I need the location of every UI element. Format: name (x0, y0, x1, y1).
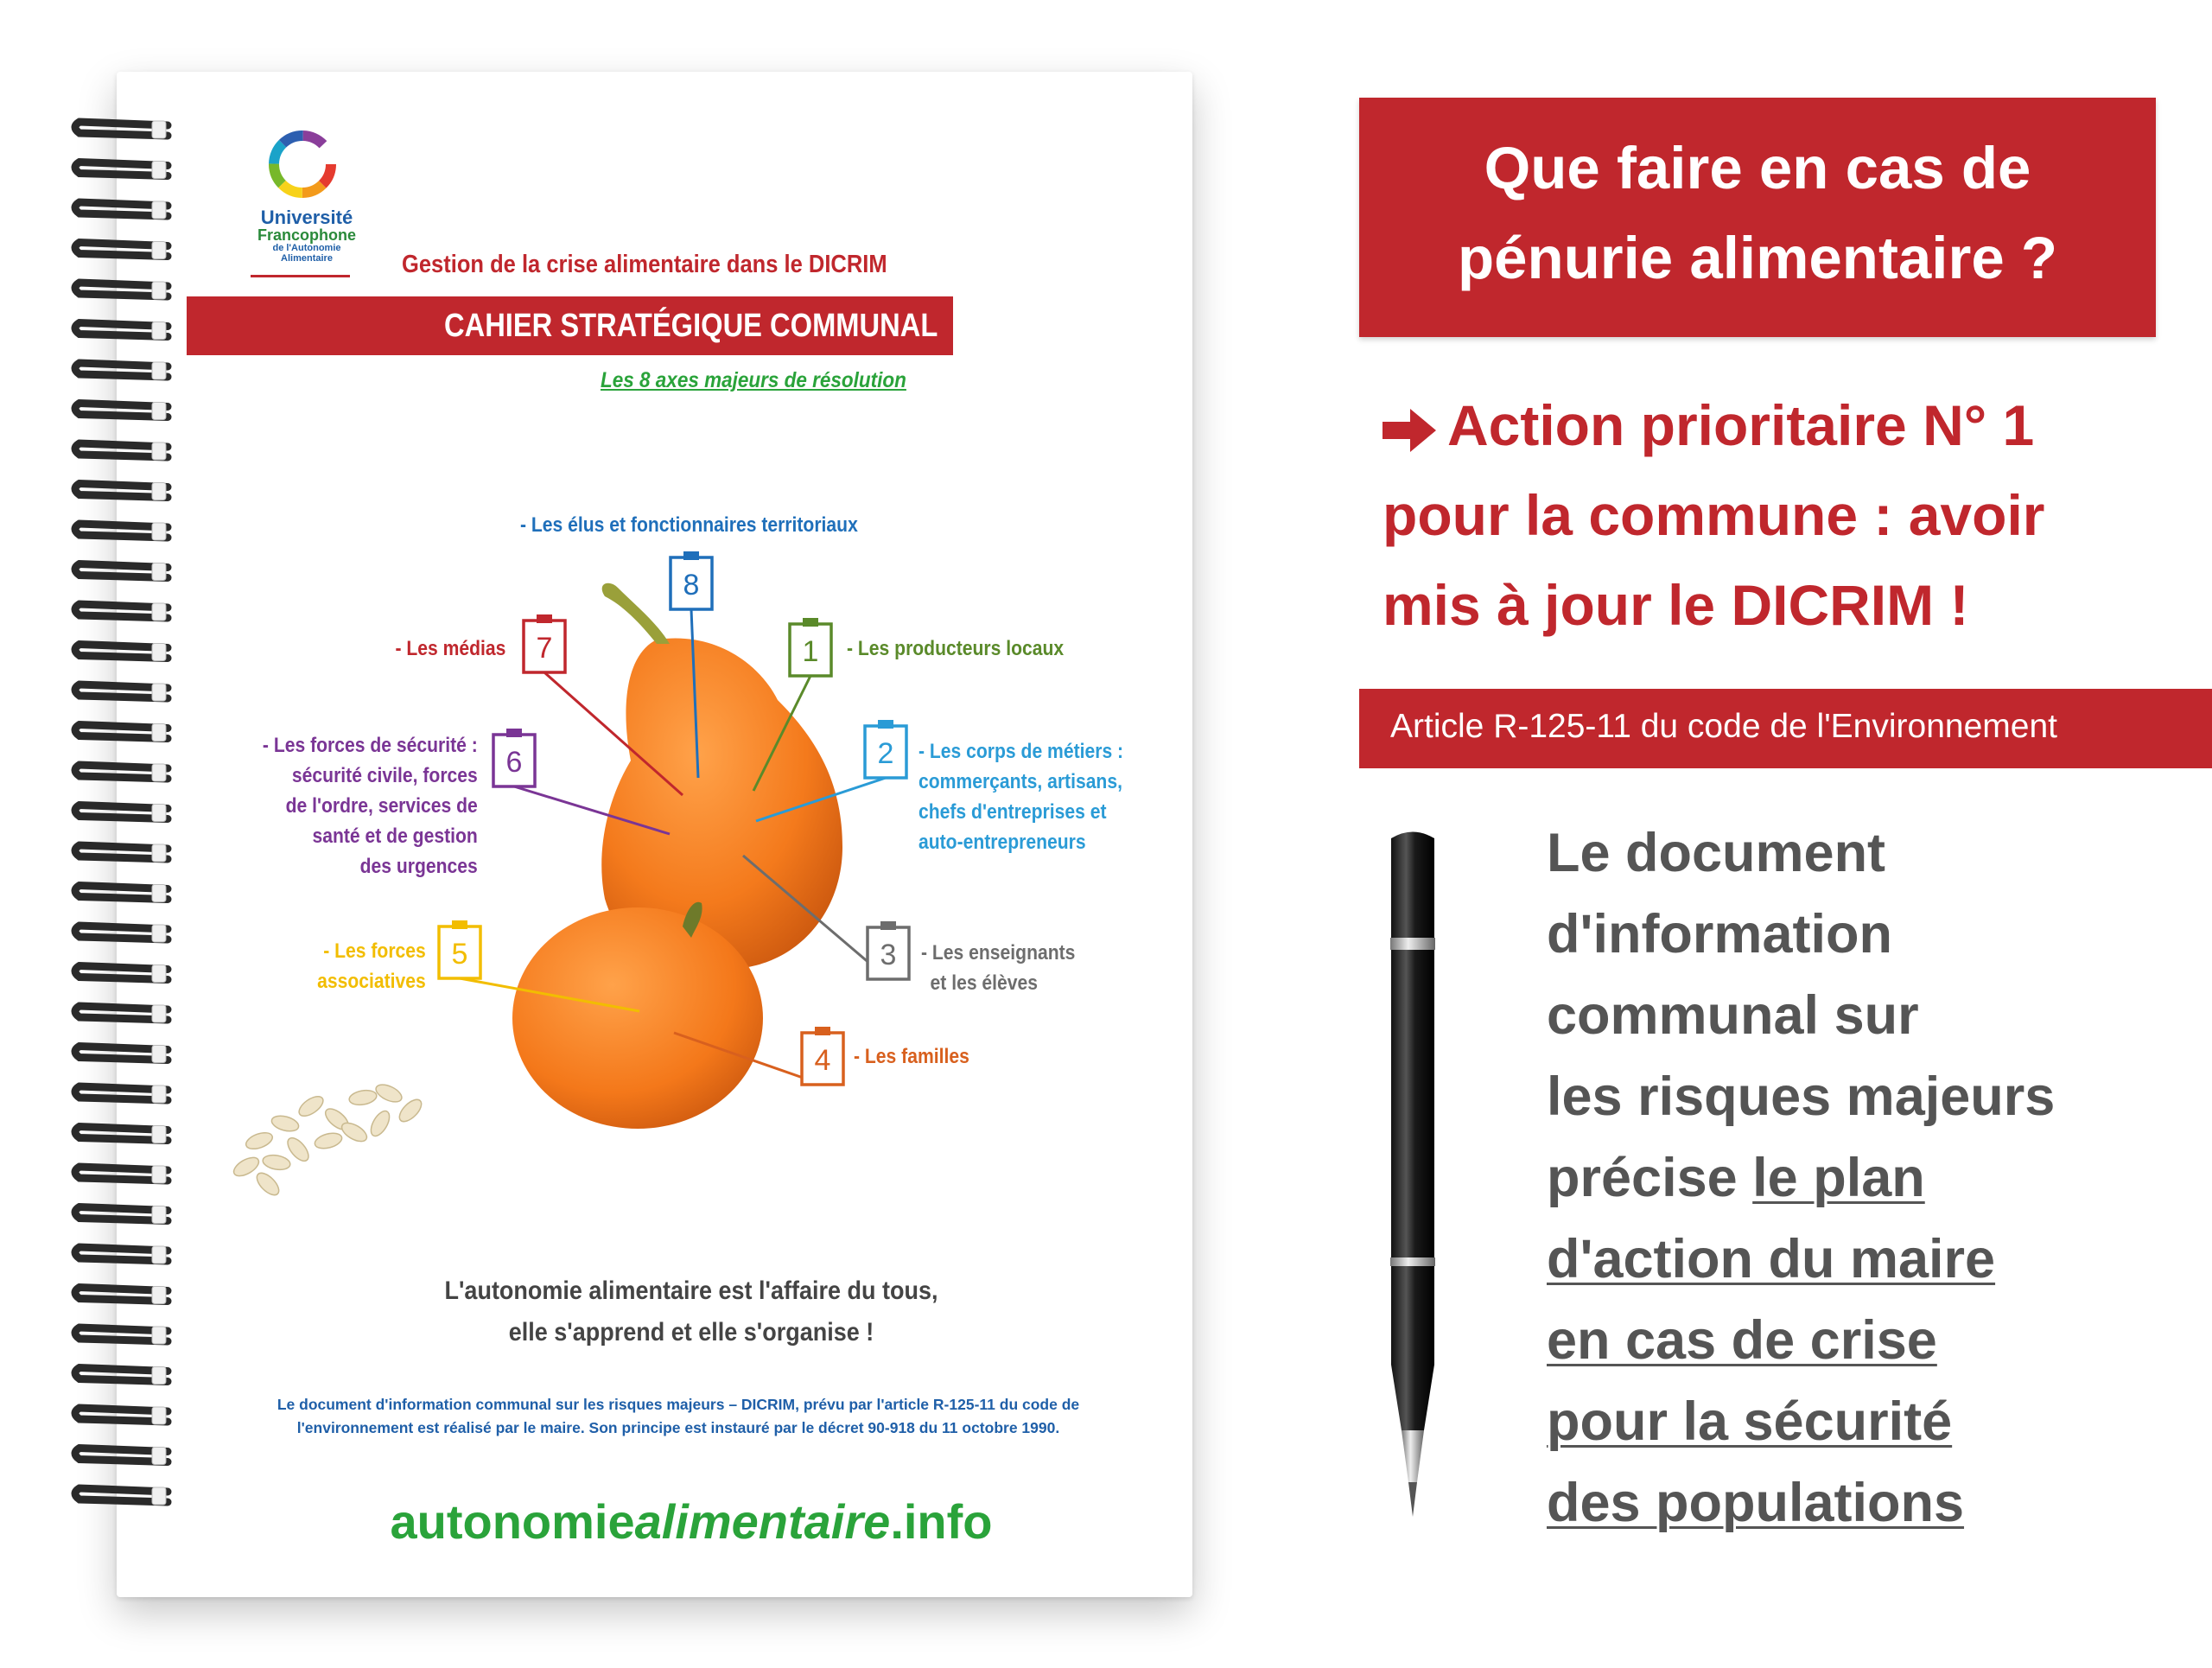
axis-3-label-line: et les élèves (930, 971, 1039, 995)
arrow-right-icon (1382, 380, 1447, 470)
axis-6-label-line: des urgences (359, 855, 478, 878)
axis-6-label-line: sécurité civile, forces (292, 764, 478, 787)
axis-2-label-line: chefs d'entreprises et (918, 800, 1107, 824)
tagline-line: elle s'apprend et elle s'organise ! (508, 1318, 874, 1346)
doc-line: précise (1547, 1148, 1753, 1208)
axis-5-marker (439, 920, 480, 978)
axis-8-label-line: - Les élus et fonctionnaires territoriaux (520, 513, 858, 537)
axes-heading: Les 8 axes majeurs de résolution (601, 368, 906, 392)
axis-4-marker (802, 1027, 843, 1085)
article-reference: Article R-125-11 du code de l'Environnement (1390, 708, 2057, 745)
axis-1-label (847, 633, 1064, 664)
url-part: .info (890, 1494, 993, 1549)
axis-6-label (263, 730, 478, 882)
logo-line-3: de l'Autonomie Alimentaire (272, 242, 341, 264)
question-line: Que faire en cas de (1484, 135, 2031, 201)
doc-line: d'information (1547, 904, 1892, 965)
doc-line-underlined: des populations (1547, 1473, 1965, 1533)
axis-2-label-line: commerçants, artisans, (918, 770, 1122, 793)
axis-8-label (520, 510, 858, 540)
axis-7-label-line: - Les médias (395, 637, 505, 660)
footnote-line: Le document d'information communal sur les risques majeurs – DICRIM, prévu par l'article R-125-11 du code de (276, 1396, 1080, 1413)
question-line: pénurie alimentaire ? (1457, 225, 2058, 291)
axis-3-number: 3 (880, 939, 897, 971)
axis-6-marker (493, 729, 535, 786)
notebook-tagline (359, 1270, 1024, 1353)
url-part-italic: alimentaire (634, 1494, 891, 1549)
axis-7-label (395, 633, 505, 664)
axis-6-label-line: de l'ordre, services de (285, 794, 478, 818)
article-band (1359, 689, 2212, 768)
axis-4-label (854, 1041, 969, 1072)
action-line: Action prioritaire N° 1 (1447, 393, 2035, 457)
axis-2-label (918, 736, 1123, 857)
cahier-title: CAHIER STRATÉGIQUE COMMUNAL (443, 308, 938, 344)
axis-5-label (317, 936, 426, 996)
pen-icon (1374, 825, 1452, 1525)
axis-5-label-line: - Les forces (323, 939, 426, 963)
document-description (1547, 812, 2169, 1544)
axis-1-label-line: - Les producteurs locaux (847, 637, 1065, 660)
axis-7-number: 7 (536, 632, 553, 665)
axis-1-marker (790, 618, 831, 676)
priority-action (1382, 380, 2186, 650)
axis-5-label-line: associatives (317, 970, 426, 993)
action-line: mis à jour le DICRIM ! (1382, 573, 1969, 637)
website-url[interactable] (259, 1493, 1123, 1550)
axis-2-number: 2 (877, 737, 894, 770)
axis-4-label-line: - Les familles (854, 1045, 969, 1068)
axis-6-number: 6 (505, 746, 523, 779)
doc-line-underlined: d'action du maire (1547, 1229, 1996, 1289)
doc-line: Le document (1547, 823, 1886, 883)
doc-line-underlined: le plan (1752, 1148, 1925, 1208)
axis-2-marker (865, 720, 906, 778)
doc-line-underlined: en cas de crise (1547, 1310, 1937, 1371)
axis-2-label-line: - Les corps de métiers : (918, 740, 1124, 763)
axis-1-number: 1 (802, 635, 819, 668)
logo-line-1: Université (260, 207, 353, 228)
axis-8-number: 8 (683, 569, 700, 602)
notebook-subtitle: Gestion de la crise alimentaire dans le DICRIM (402, 251, 887, 278)
logo-line-2: Francophone (257, 226, 356, 245)
axis-5-number: 5 (451, 938, 468, 971)
axis-6-label-line: - Les forces de sécurité : (263, 734, 478, 757)
footnote-line: l'environnement est réalisé par le maire. Son principe est instauré par le décret 90-918 du 11 octobre 1990. (296, 1419, 1060, 1436)
url-part: autonomie (390, 1494, 635, 1549)
action-line: pour la commune : avoir (1382, 483, 2045, 547)
axis-4-number: 4 (814, 1044, 831, 1077)
axis-3-label (921, 938, 1075, 998)
large-pumpkin-stem (602, 583, 670, 644)
doc-line-underlined: pour la sécurité (1547, 1391, 1953, 1452)
axis-2-label-line: auto-entrepreneurs (918, 831, 1086, 854)
axis-6-label-line: santé et de gestion (312, 824, 478, 848)
axis-8-marker (671, 551, 712, 609)
question-box (1359, 98, 2156, 337)
axis-3-label-line: - Les enseignants (921, 941, 1076, 965)
axis-7-marker (524, 614, 565, 672)
doc-line: les risques majeurs (1547, 1066, 2056, 1127)
notebook-footnote (255, 1393, 1102, 1440)
axis-3-marker (868, 921, 909, 979)
seeds (231, 1081, 425, 1199)
doc-line: communal sur (1547, 985, 1919, 1046)
tagline-line: L'autonomie alimentaire est l'affaire du tous, (444, 1276, 938, 1305)
